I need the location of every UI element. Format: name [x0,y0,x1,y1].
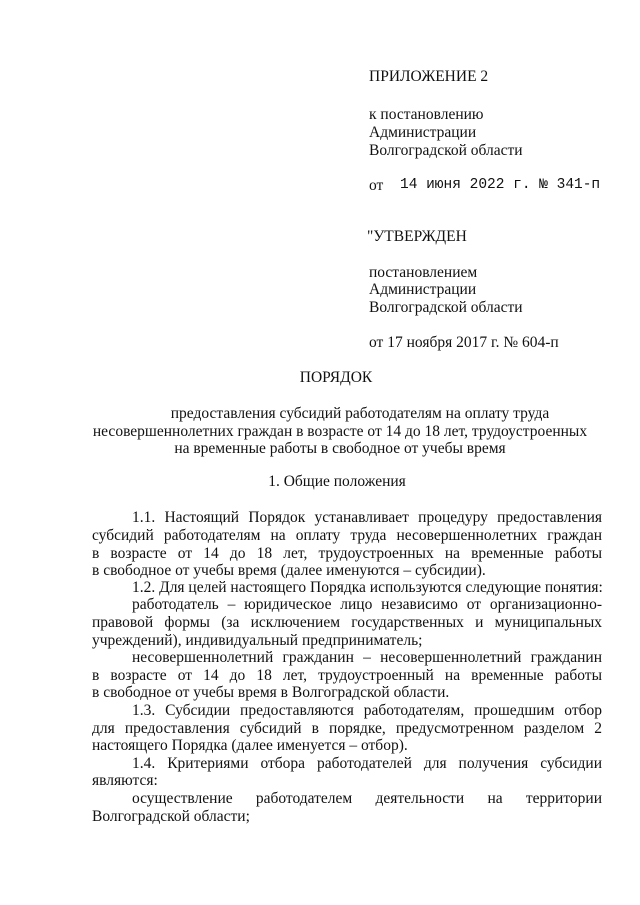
body-line: 1.3. Субсидии предоставляются работодателям, прошедшим отбор [132,702,602,719]
body-line: для предоставления субсидий в порядке, предусмотренном разделом 2 [92,720,602,737]
document-subtitle-line-2: несовершеннолетних граждан в возрасте от 14 до 18 лет, трудоустроенных [92,423,588,440]
body-line: являются: [92,772,158,789]
body-line: Волгоградской области; [92,808,250,825]
approved-line-1: постановлением [369,264,478,281]
body-line: учреждений), индивидуальный предприниматель; [92,632,423,649]
appendix-date-value: 14 июня 2022 г. № 341-п [400,177,601,193]
body-line: осуществление работодателем деятельности на территории [132,790,602,807]
body-line: в свободное от учебы время (далее именуются – субсидии). [92,562,486,579]
body-line: в свободное от учебы время в Волгоградской области. [92,684,450,701]
approved-title: "УТВЕРЖДЕН [367,228,467,245]
appendix-line-1: к постановлению [369,106,484,123]
document-subtitle-line-1: предоставления субсидий работодателям на оплату труда [170,405,550,422]
body-line: субсидий работодателям на оплату труда несовершеннолетних граждан [92,527,602,544]
approved-line-3: Волгоградской области [369,299,523,316]
body-line: работодатель – юридическое лицо независимо от организационно- [132,596,602,613]
section-title: 1. Общие положения [268,473,406,490]
body-line: настоящего Порядка (далее именуется – отбор). [92,737,408,754]
body-line: в возрасте от 14 до 18 лет, трудоустроенный на временные работы [92,667,602,684]
body-line: в возрасте от 14 до 18 лет, трудоустроенных на временные работы [92,545,602,562]
appendix-line-3: Волгоградской области [369,142,523,159]
document-title: ПОРЯДОК [299,369,373,386]
body-line: правовой формы (за исключением государственных и муниципальных [92,614,602,631]
body-line: 1.2. Для целей настоящего Порядка используются следующие понятия: [132,579,603,596]
appendix-date-prefix: от [369,177,384,194]
approved-line-2: Администрации [369,281,477,298]
appendix-line-2: Администрации [369,124,477,141]
body-line: 1.1. Настоящий Порядок устанавливает процедуру предоставления [132,509,602,526]
body-line: 1.4. Критериями отбора работодателей для получения субсидии [132,755,602,772]
document-subtitle-line-3: на временные работы в свободное от учебы время [174,440,506,457]
body-line: несовершеннолетний гражданин – несовершеннолетний гражданин [132,649,602,666]
appendix-title: ПРИЛОЖЕНИЕ 2 [369,68,489,85]
approved-date-line: от 17 ноября 2017 г. № 604-п [369,334,559,351]
